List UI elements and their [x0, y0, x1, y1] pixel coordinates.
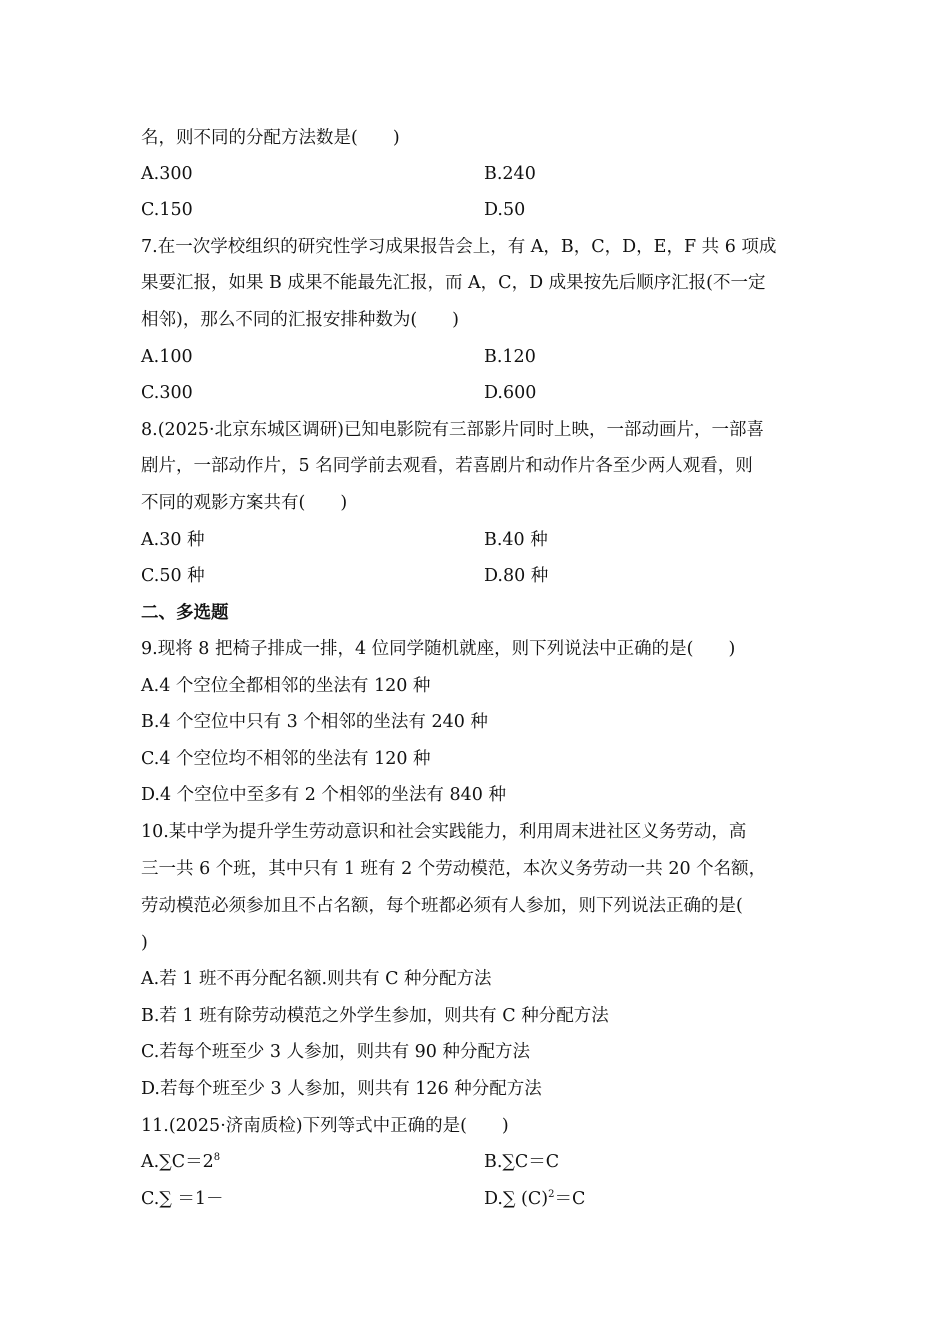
q8-stem-line-3: 不同的观影方案共有( ): [141, 493, 348, 513]
q7-option-b: B.120: [484, 347, 536, 367]
q7-stem-line-3: 相邻)，那么不同的汇报安排种数为( ): [141, 310, 459, 330]
q10-stem-line-1: 10.某中学为提升学生劳动意识和社会实践能力，利用周末进社区义务劳动，高: [141, 822, 747, 842]
q6-option-a: A.300: [141, 164, 193, 184]
q8-option-d: D.80 种: [484, 566, 549, 586]
q10-option-d: D.若每个班至少 3 人参加，则共有 126 种分配方法: [141, 1079, 542, 1099]
q6-option-c: C.150: [141, 200, 193, 220]
q11-option-d: [484, 1187, 585, 1211]
q8-stem-line-1: 8.(2025·北京东城区调研)已知电影院有三部影片同时上映，一部动画片，一部喜: [141, 420, 764, 440]
q11-option-a: [141, 1150, 220, 1174]
q7-option-c: C.300: [141, 383, 193, 403]
q7-stem-line-1: 7.在一次学校组织的研究性学习成果报告会上，有 A，B，C，D，E，F 共 6 项成: [141, 237, 777, 257]
q7-option-d: D.600: [484, 383, 537, 403]
q6-option-d: D.50: [484, 200, 526, 220]
q11-option-b: B.∑C＝C: [484, 1152, 560, 1172]
q9-option-b: B.4 个空位中只有 3 个相邻的坐法有 240 种: [141, 712, 488, 732]
q6-stem-tail: 名，则不同的分配方法数是( ): [141, 128, 400, 148]
q11-option-d-exponent: 2: [548, 1189, 555, 1200]
q7-option-a: A.100: [141, 347, 193, 367]
section-title: 二、多选题: [141, 603, 229, 623]
q8-option-c: C.50 种: [141, 566, 205, 586]
q10-option-c: C.若每个班至少 3 人参加，则共有 90 种分配方法: [141, 1042, 530, 1062]
q8-stem-line-2: 剧片，一部动作片，5 名同学前去观看，若喜剧片和动作片各至少两人观看，则: [141, 456, 753, 476]
q11-option-d-result: ＝C: [554, 1189, 586, 1209]
q6-option-b: B.240: [484, 164, 536, 184]
q8-option-a: A.30 种: [141, 530, 205, 550]
q11-stem: 11.(2025·济南质检)下列等式中正确的是( ): [141, 1116, 509, 1136]
q11-option-c: C.∑ ＝1－: [141, 1189, 224, 1209]
q9-option-c: C.4 个空位均不相邻的坐法有 120 种: [141, 749, 431, 769]
q11-option-d-text: D.∑ (C): [484, 1189, 549, 1209]
q11-option-a-text: A.∑C＝2: [141, 1152, 214, 1172]
q9-option-a: A.4 个空位全都相邻的坐法有 120 种: [141, 676, 431, 696]
q10-stem-line-4: ): [141, 933, 148, 953]
q9-option-d: D.4 个空位中至多有 2 个相邻的坐法有 840 种: [141, 785, 506, 805]
q11-option-a-exponent: 8: [213, 1152, 221, 1163]
q10-stem-line-3: 劳动模范必须参加且不占名额，每个班都必须有人参加，则下列说法正确的是(: [141, 896, 743, 916]
q8-option-b: B.40 种: [484, 530, 548, 550]
q9-stem: 9.现将 8 把椅子排成一排，4 位同学随机就座，则下列说法中正确的是( ): [141, 639, 736, 659]
q10-option-b: B.若 1 班有除劳动模范之外学生参加，则共有 C 种分配方法: [141, 1006, 609, 1026]
q10-stem-line-2: 三一共 6 个班，其中只有 1 班有 2 个劳动模范，本次义务劳动一共 20 个名额，: [141, 859, 767, 879]
q10-option-a: A.若 1 班不再分配名额.则共有 C 种分配方法: [141, 969, 492, 989]
q7-stem-line-2: 果要汇报，如果 B 成果不能最先汇报，而 A，C，D 成果按先后顺序汇报(不一定: [141, 273, 766, 293]
